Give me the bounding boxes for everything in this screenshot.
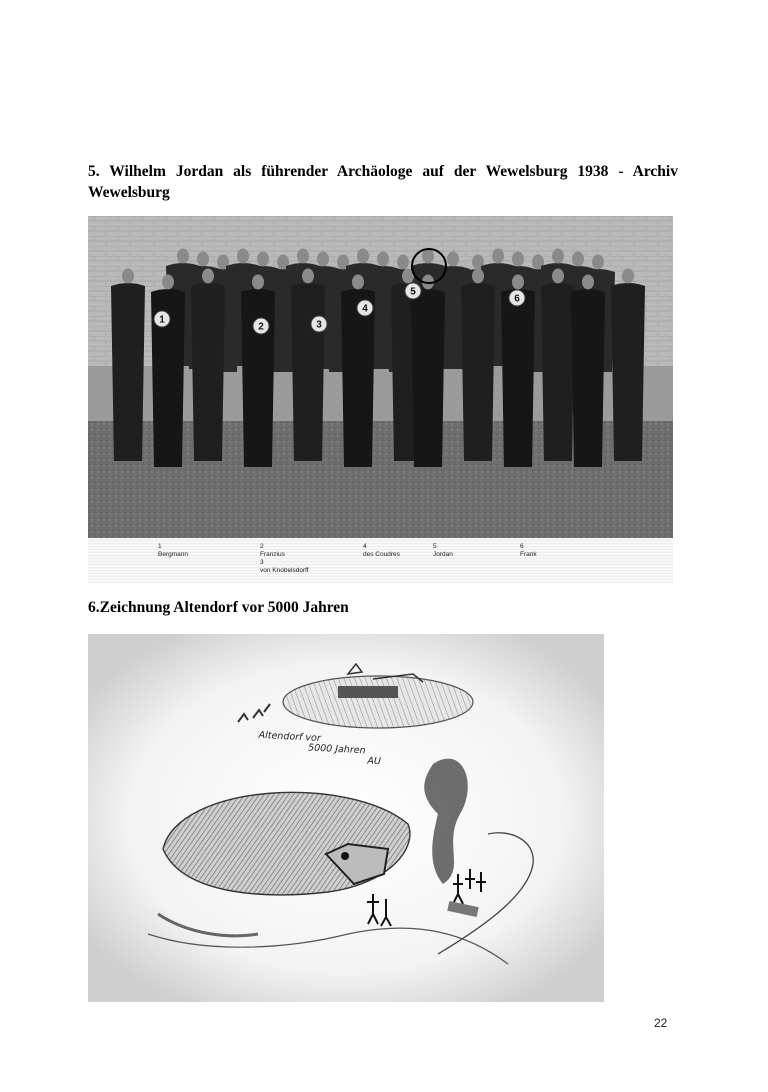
figure (611, 269, 645, 462)
number-badge-label: 6 (514, 293, 520, 305)
legend-entry: 2 Franzius (260, 543, 285, 558)
figure (111, 269, 145, 462)
figure (411, 275, 445, 468)
legend-entry: 4 des Coudres (363, 543, 400, 558)
number-badge-label: 4 (362, 303, 368, 315)
number-badge-label: 1 (159, 314, 165, 326)
figure (291, 269, 325, 462)
figure (571, 275, 605, 468)
legend-entry: 3 von Knobelsdorff (260, 559, 309, 574)
figure (241, 275, 275, 468)
group-photograph (88, 216, 673, 583)
legend-entry: 6 Frank (520, 543, 537, 558)
figure (541, 269, 575, 462)
photo-legend (88, 538, 673, 583)
number-badge-label: 2 (258, 321, 264, 333)
number-badge-label: 3 (316, 319, 322, 331)
page-number: 22 (654, 1016, 668, 1030)
legend-entry: 5 Jordan (433, 543, 453, 558)
figure (461, 269, 495, 462)
photo2-caption: 6.Zeichnung Altendorf vor 5000 Jahren (88, 599, 349, 616)
group-photograph-image (88, 216, 673, 538)
number-badge-label: 5 (410, 286, 416, 298)
legend-entry: 1 Bergmann (158, 543, 188, 558)
drawing-altendorf (88, 634, 604, 1002)
drawing-image (88, 634, 604, 1002)
figure (151, 275, 185, 468)
drawing-inscription: Altendorf vor 5000 Jahren AU (258, 729, 382, 768)
figure (191, 269, 225, 462)
photo1-caption: 5. Wilhelm Jordan als führender Archäologe auf der Wewelsburg 1938 - Archiv Wewelsburg (88, 163, 678, 201)
